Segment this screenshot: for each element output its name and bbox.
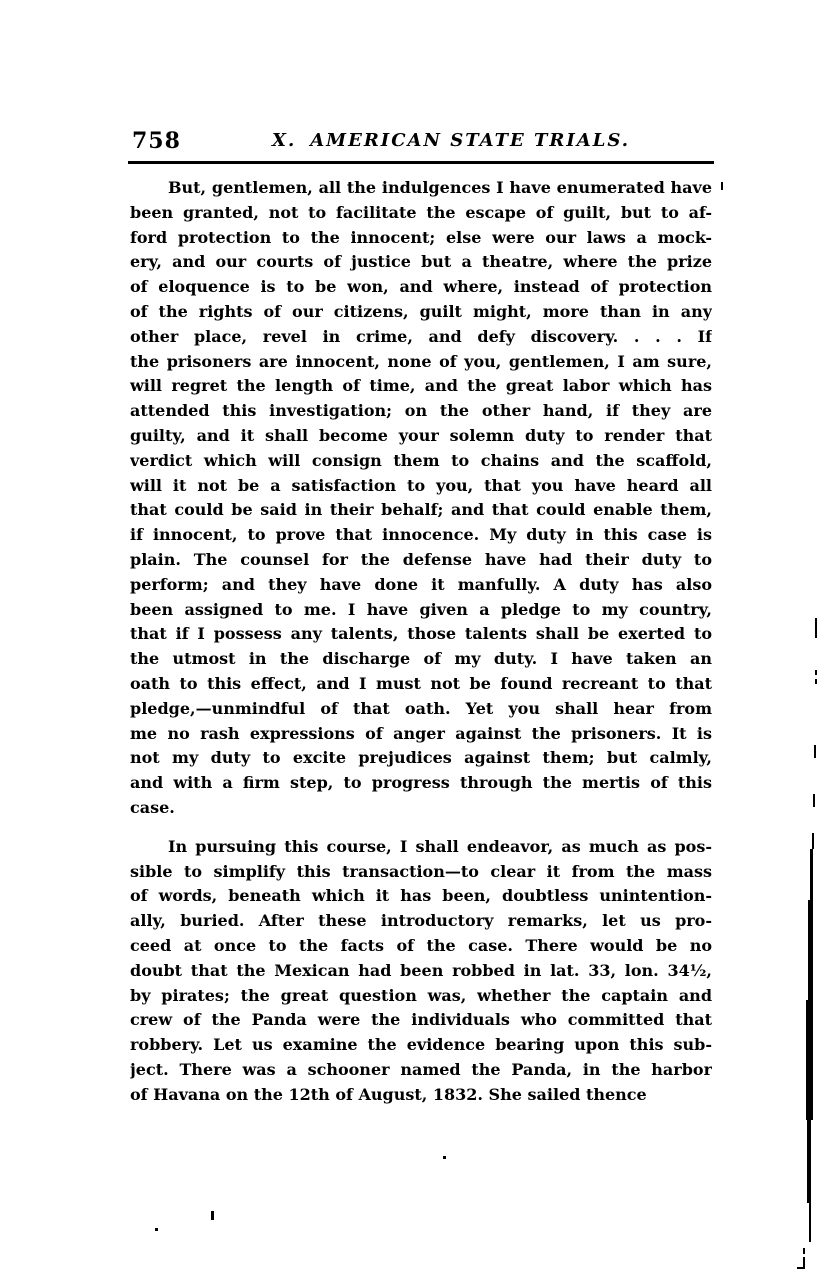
text-line: not my duty to excite prejudices against them; but calmly, — [130, 748, 712, 768]
scan-edge-streak — [807, 1118, 811, 1203]
running-title-text: AMERICAN STATE TRIALS. — [310, 130, 631, 151]
text-line: that could be said in their behalf; and that could enable them, — [130, 500, 712, 520]
scan-corner-mark — [797, 1267, 804, 1269]
text-line: verdict which will consign them to chains and the scaffold, — [130, 450, 712, 470]
text-line: plain. The counsel for the defense have had their duty to — [130, 549, 712, 569]
paragraph-2 — [130, 835, 712, 1108]
text-line: and with a firm step, to progress through the mertis of this — [130, 773, 712, 793]
text-line: But, gentlemen, all the indulgences I have enumerated have — [168, 178, 712, 197]
scan-edge-tick — [815, 618, 817, 638]
text-line: been granted, not to facilitate the escape of guilt, but to af- — [130, 202, 712, 222]
text-line: of the rights of our citizens, guilt might, more than in any — [130, 301, 712, 321]
scan-edge-streak — [810, 849, 813, 904]
scan-edge-tick — [814, 745, 816, 758]
page-header — [130, 128, 712, 160]
running-title — [190, 130, 712, 151]
text-line: perform; and they have done it manfully. A duty has also — [130, 574, 712, 594]
text-line: the prisoners are innocent, none of you, gentlemen, I am sure, — [130, 351, 712, 371]
text-line: sible to simplify this transaction—to clear it from the mass — [130, 861, 712, 881]
scan-edge-tick — [815, 679, 817, 684]
text-line: me no rash expressions of anger against the prisoners. It is — [130, 723, 712, 743]
scan-edge-streak — [806, 1000, 813, 1120]
scan-speck — [155, 1228, 158, 1231]
header-rule — [128, 161, 714, 164]
text-line: if innocent, to prove that innocence. My duty in this case is — [130, 525, 712, 545]
text-line: case. — [130, 797, 175, 817]
scan-speck — [721, 182, 723, 190]
page-number: 758 — [132, 128, 181, 154]
text-line: pledge,—unmindful of that oath. Yet you shall hear from — [130, 698, 712, 718]
text-line: the utmost in the discharge of my duty. I have taken an — [130, 649, 712, 669]
page-body — [130, 176, 712, 1107]
scan-edge-tick — [812, 833, 814, 849]
text-line: ceed at once to the facts of the case. There would be no — [130, 935, 712, 955]
scan-edge-tick — [813, 794, 815, 807]
text-line: doubt that the Mexican had been robbed in lat. 33, lon. 34½, — [130, 960, 712, 980]
text-line: robbery. Let us examine the evidence bearing upon this sub- — [130, 1035, 712, 1055]
text-line: ford protection to the innocent; else were our laws a mock- — [130, 227, 712, 247]
text-line: oath to this effect, and I must not be found recreant to that — [130, 673, 712, 693]
text-line: of words, beneath which it has been, doubtless unintention- — [130, 886, 712, 906]
text-line: that if I possess any talents, those talents shall be exerted to — [130, 624, 712, 644]
chapter-numeral: X. — [271, 130, 297, 151]
text-line: will it not be a satisfaction to you, that you have heard all — [130, 475, 712, 495]
scan-corner-mark — [803, 1248, 805, 1254]
text-line: ally, buried. After these introductory remarks, let us pro- — [130, 911, 712, 931]
text-line: guilty, and it shall become your solemn duty to render that — [130, 425, 712, 445]
text-line: other place, revel in crime, and defy discovery. . . . If — [130, 326, 712, 346]
scan-edge-tick — [815, 670, 817, 675]
text-line: of Havana on the 12th of August, 1832. She sailed thence — [130, 1084, 647, 1104]
text-line: ject. There was a schooner named the Panda, in the harbor — [130, 1059, 712, 1079]
scan-speck — [443, 1156, 446, 1159]
text-line: attended this investigation; on the other hand, if they are — [130, 401, 712, 421]
text-line: by pirates; the great question was, whether the captain and — [130, 985, 712, 1005]
text-line: ery, and our courts of justice but a theatre, where the prize — [130, 252, 712, 272]
scan-edge-streak — [809, 1200, 811, 1242]
text-line: In pursuing this course, I shall endeavor, as much as pos- — [168, 836, 712, 856]
text-line: been assigned to me. I have given a pledge to my country, — [130, 599, 712, 619]
text-line: will regret the length of time, and the great labor which has — [130, 376, 712, 396]
paragraph-1 — [130, 176, 712, 821]
scan-speck — [211, 1211, 214, 1220]
text-line: crew of the Panda were the individuals who committed that — [130, 1010, 712, 1030]
scan-edge-streak — [808, 900, 813, 1005]
text-line: of eloquence is to be won, and where, instead of protection — [130, 277, 712, 297]
